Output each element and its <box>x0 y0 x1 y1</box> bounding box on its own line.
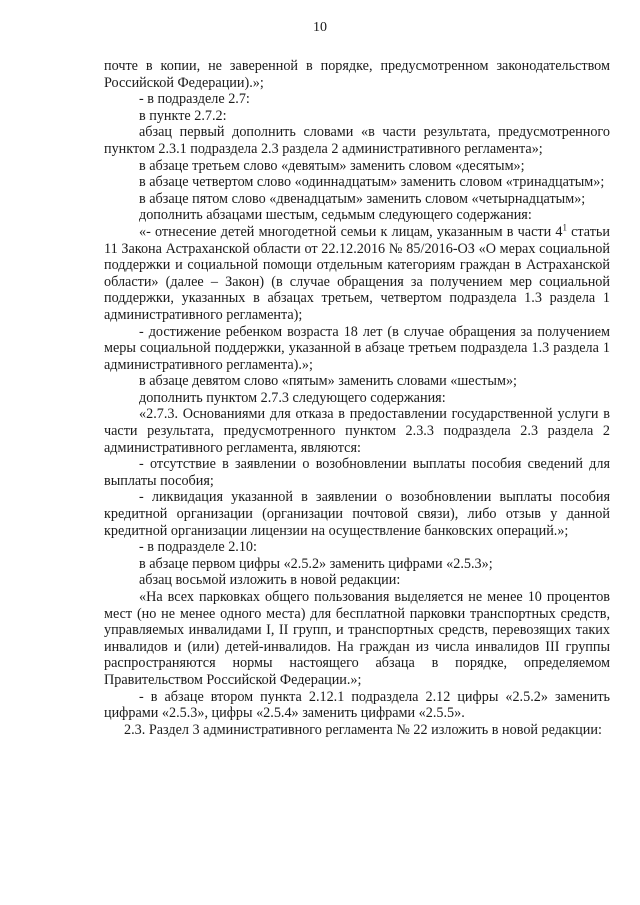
paragraph: - в подразделе 2.10: <box>139 539 257 556</box>
paragraph-text: «- отнесение детей многодетной семьи к лицам, указанным в части 4 <box>139 223 563 240</box>
paragraph: 2.3. Раздел 3 административного регламента № 22 изложить в новой редакции: <box>124 721 602 738</box>
paragraph: дополнить пунктом 2.7.3 следующего содержания: <box>139 389 446 406</box>
paragraph: в абзаце четвертом слово «одиннадцатым» заменить словом «тринадцатым»; <box>139 174 605 191</box>
document-body <box>104 58 610 738</box>
paragraph: в абзаце пятом слово «двенадцатым» заменить словом «четырнадцатым»; <box>139 190 586 207</box>
paragraph: «На всех парковках общего пользования выделяется не менее 10 процентов мест (но не менее одного места) для бесплатной парковки транспортных средств, управляемых инвалидами I, II групп, и транспортных средств, перевозящих таких инвалидов и (или) детей-инвалидов. На граждан из числа инвалидов III группы распространяются нормы настоящего абзаца в порядке, определяемом Правительством Российской Федерации.»; <box>104 589 610 688</box>
paragraph: в абзаце первом цифры «2.5.2» заменить цифрами «2.5.3»; <box>139 555 493 572</box>
paragraph: дополнить абзацами шестым, седьмым следующего содержания: <box>139 207 532 224</box>
paragraph: - достижение ребенком возраста 18 лет (в случае обращения за получением меры социальной поддержки, указанной в абзаце третьем подраздела 1.3 раздела 1 административного регламента).»; <box>104 323 610 373</box>
paragraph: почте в копии, не заверенной в порядке, предусмотренном законодательством Российской Федерации).»; <box>104 58 610 91</box>
paragraph-text-continued: статьи 11 Закона Астраханской области от 22.12.2016 № 85/2016-ОЗ «О мерах социальной поддержки и социальной помощи отдельным категориям граждан в Астраханской области» (далее – Закон) (в случае обращения за получением мер социальной поддержки, указанных в абзацах третьем, четвертом подраздела 1.3 раздела 1 административного регламента); <box>104 223 610 323</box>
paragraph: «2.7.3. Основаниями для отказа в предоставлении государственной услуги в части результата, предусмотренного пунктом 2.3.3 подраздела 2.3 раздела 2 административного регламента, являются: <box>104 406 610 456</box>
paragraph: в пункте 2.7.2: <box>139 107 227 124</box>
page-number: 10 <box>313 20 327 35</box>
superscript: 1 <box>562 222 567 233</box>
paragraph <box>104 224 610 324</box>
paragraph: - в абзаце втором пункта 2.12.1 подраздела 2.12 цифры «2.5.2» заменить цифрами «2.5.3», цифры «2.5.4» заменить цифрами «2.5.5». <box>104 688 610 722</box>
paragraph: абзац восьмой изложить в новой редакции: <box>139 572 401 589</box>
paragraph: - ликвидация указанной в заявлении о возобновлении выплаты пособия кредитной организации (организации почтовой связи), либо отзыв у данной кредитной организации лицензии на осуществление банковских операций.»; <box>104 489 610 539</box>
paragraph: - отсутствие в заявлении о возобновлении выплаты пособия сведений для выплаты пособия; <box>104 456 610 489</box>
paragraph: абзац первый дополнить словами «в части результата, предусмотренного пунктом 2.3.1 подраздела 2.3 раздела 2 административного регламента»; <box>104 124 610 157</box>
paragraph: в абзаце третьем слово «девятым» заменить словом «десятым»; <box>139 157 525 174</box>
paragraph: в абзаце девятом слово «пятым» заменить словами «шестым»; <box>139 373 517 390</box>
paragraph: - в подразделе 2.7: <box>139 91 250 108</box>
